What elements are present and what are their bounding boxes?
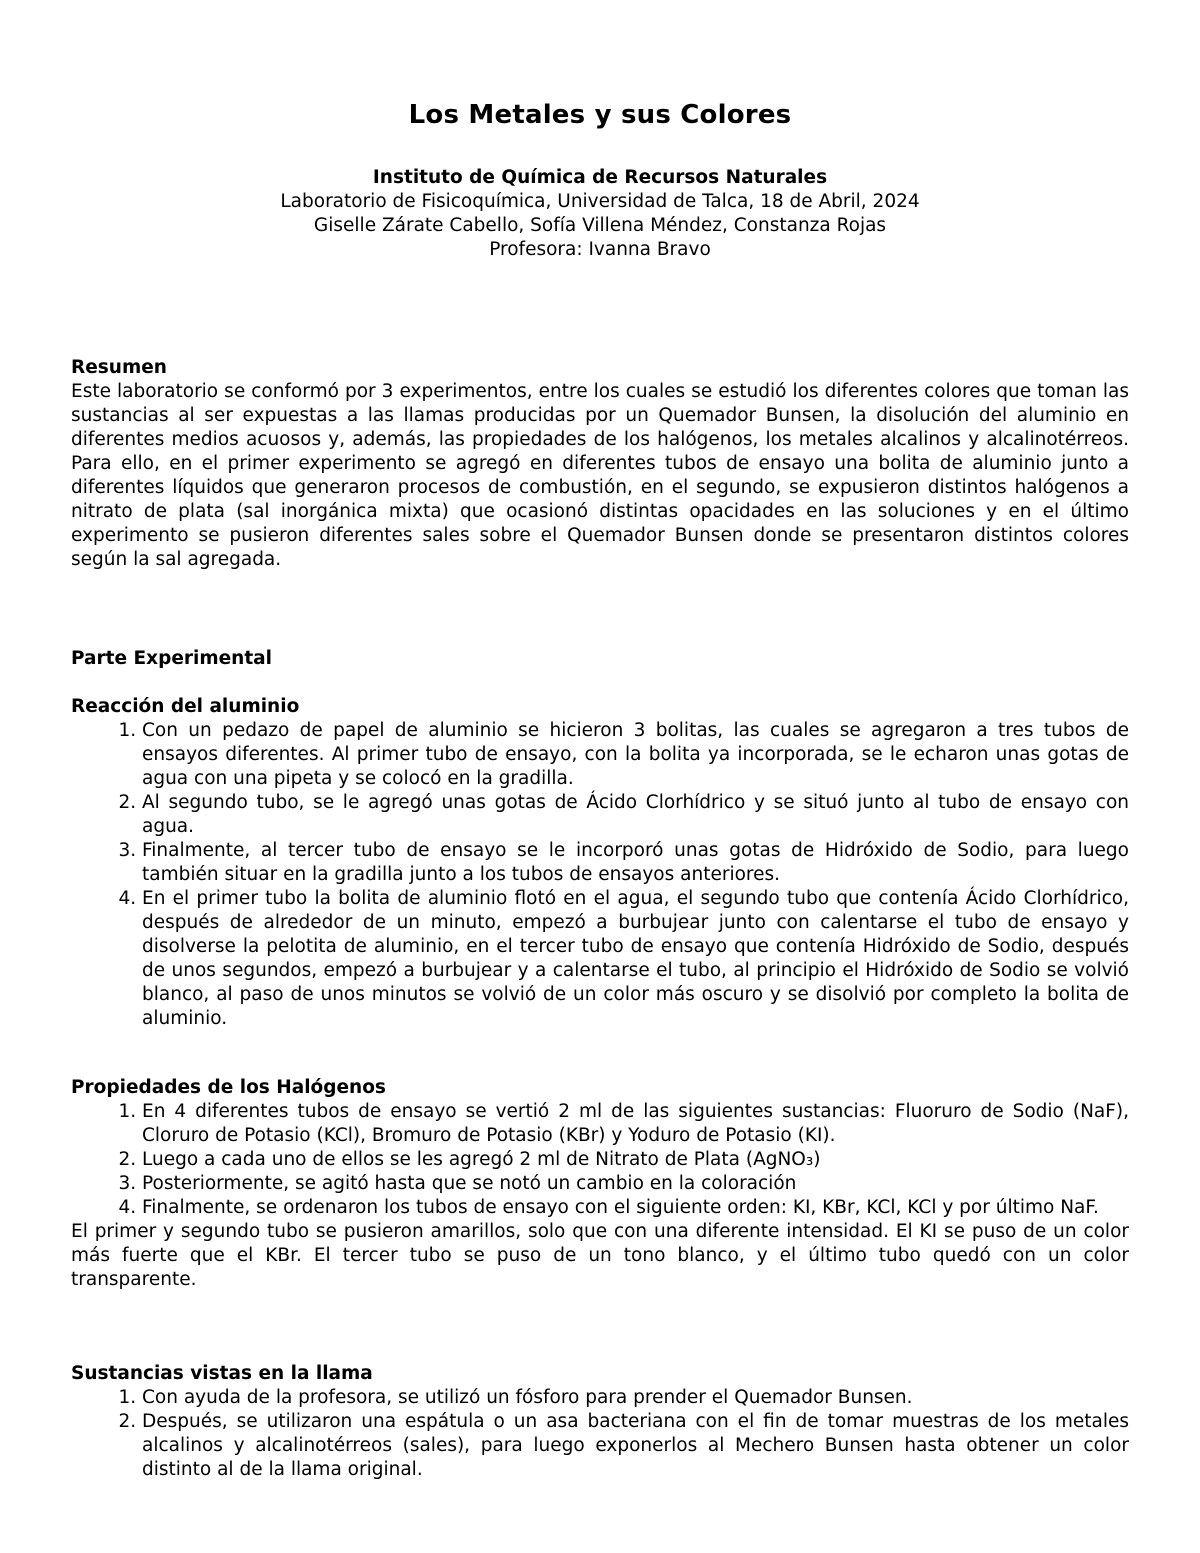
llama-list (71, 1386, 1129, 1482)
document-header (0, 166, 1200, 262)
halogenos-section (71, 1076, 1129, 1292)
parte-experimental-section (71, 647, 1129, 671)
authors-line: Giselle Zárate Cabello, Sofía Villena Méndez, Constanza Rojas (313, 215, 887, 236)
resumen-heading: Resumen (71, 357, 167, 378)
llama-heading: Sustancias vistas en la llama (71, 1363, 373, 1384)
halogenos-heading: Propiedades de los Halógenos (71, 1077, 386, 1098)
list-item: 4. Finalmente, se ordenaron los tubos de ensayo con el siguiente orden: KI, KBr, KCl, KCl y por último NaF. (142, 1196, 1129, 1220)
aluminio-list (71, 719, 1129, 1031)
list-item: 4. En el primer tubo la bolita de aluminio flotó en el agua, el segundo tubo que contenía Ácido Clorhídrico, después de alrededor de un minuto, empezó a burbujear junto con calentarse el tubo de ensayo y disolverse la pelotita de aluminio, en el tercer tubo de ensayo que contenía Hidróxido de Sodio, después de unos segundos, empezó a burbujear y a calentarse el tubo, al principio el Hidróxido de Sodio se volvió blanco, al paso de unos minutos se volvió de un color más oscuro y se disolvió por completo la bolita de aluminio. (142, 887, 1129, 1031)
list-item: 2. Luego a cada uno de ellos se les agregó 2 ml de Nitrato de Plata (AgNO₃) (142, 1148, 1129, 1172)
aluminio-heading: Reacción del aluminio (71, 696, 300, 717)
resumen-section (71, 356, 1129, 572)
list-item: 1. En 4 diferentes tubos de ensayo se vertió 2 ml de las siguientes sustancias: Fluoruro de Sodio (NaF), Cloruro de Potasio (KCl), Bromuro de Potasio (KBr) y Yoduro de Potasio (KI). (142, 1100, 1129, 1148)
professor-line: Profesora: Ivanna Bravo (489, 239, 711, 260)
aluminio-section (71, 695, 1129, 1031)
list-item: 3. Finalmente, al tercer tubo de ensayo se le incorporó unas gotas de Hidróxido de Sodio, para luego también situar en la gradilla junto a los tubos de ensayos anteriores. (142, 839, 1129, 887)
list-item: 2. Al segundo tubo, se le agregó unas gotas de Ácido Clorhídrico y se situó junto al tubo de ensayo con agua. (142, 791, 1129, 839)
list-item: 3. Posteriormente, se agitó hasta que se notó un cambio en la coloración (142, 1172, 1129, 1196)
lab-line: Laboratorio de Fisicoquímica, Universidad de Talca, 18 de Abril, 2024 (280, 191, 920, 212)
list-item: 1. Con un pedazo de papel de aluminio se hicieron 3 bolitas, las cuales se agregaron a tres tubos de ensayos diferentes. Al primer tubo de ensayo, con la bolita ya incorporada, se le echaron unas gotas de agua con una pipeta y se colocó en la gradilla. (142, 719, 1129, 791)
halogenos-conclusion: El primer y segundo tubo se pusieron amarillos, solo que con una diferente intensidad. El KI se puso de un color más fuerte que el KBr. El tercer tubo se puso de un tono blanco, y el último tubo quedó con un color transparente. (71, 1221, 1129, 1290)
halogenos-list (71, 1100, 1129, 1220)
institute-name: Instituto de Química de Recursos Naturales (372, 167, 828, 188)
resumen-text: Este laboratorio se conformó por 3 experimentos, entre los cuales se estudió los diferentes colores que toman las sustancias al ser expuestas a las llamas producidas por un Quemador Bunsen, la disolución del aluminio en diferentes medios acuosos y, además, las propiedades de los halógenos, los metales alcalinos y alcalinotérreos. Para ello, en el primer experimento se agregó en diferentes tubos de ensayo una bolita de aluminio junto a diferentes líquidos que generaron procesos de combustión, en el segundo, se expusieron distintos halógenos a nitrato de plata (sal inorgánica mixta) que ocasionó distintas opacidades en las soluciones y en el último experimento se pusieron diferentes sales sobre el Quemador Bunsen donde se presentaron distintos colores según la sal agregada. (71, 381, 1129, 570)
list-item: 2. Después, se utilizaron una espátula o un asa bacteriana con el fin de tomar muestras de los metales alcalinos y alcalinotérreos (sales), para luego exponerlos al Mechero Bunsen hasta obtener un color distinto al de la llama original. (142, 1410, 1129, 1482)
parte-experimental-heading: Parte Experimental (71, 648, 272, 669)
list-item: 1. Con ayuda de la profesora, se utilizó un fósforo para prender el Quemador Bunsen. (142, 1386, 1129, 1410)
llama-section (71, 1362, 1129, 1482)
document-title: Los Metales y sus Colores (408, 100, 792, 130)
